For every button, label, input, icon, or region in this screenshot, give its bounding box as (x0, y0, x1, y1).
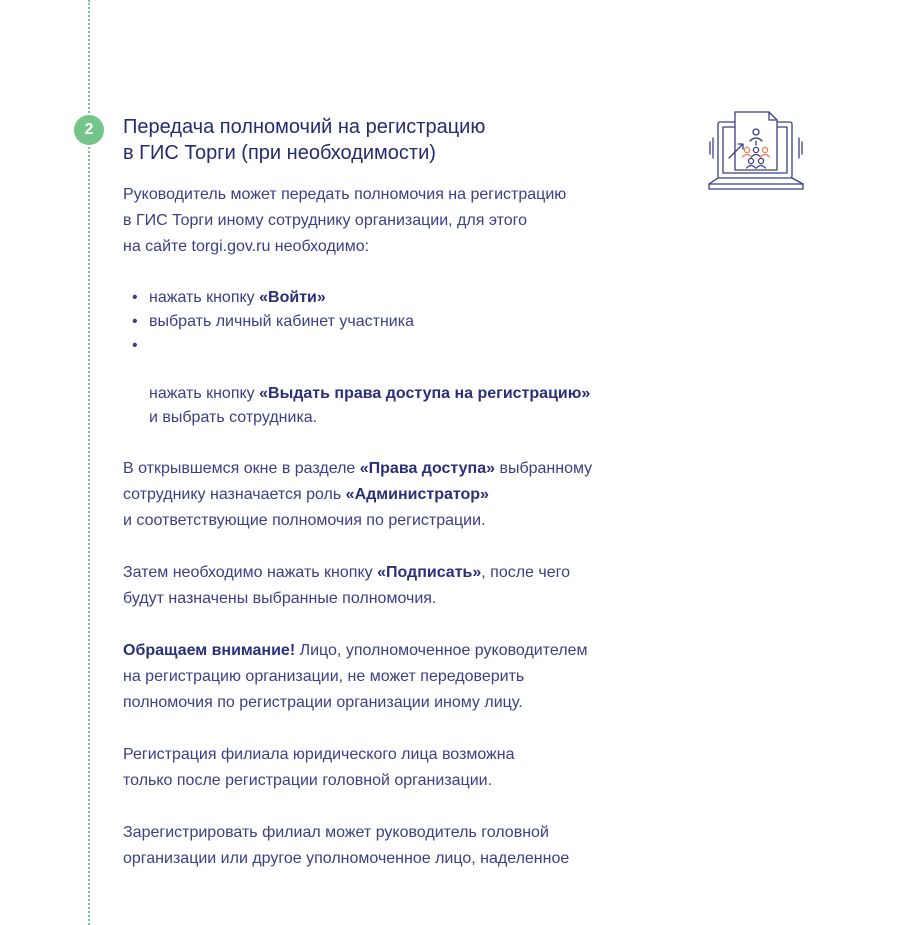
step-number-badge: 2 (74, 115, 104, 145)
access-rights-paragraph: В открывшемся окне в разделе «Права доступа» выбранному сотруднику назначается роль «Администратор» и соответствующие полномочия по регистрации. (123, 460, 593, 529)
laptop-users-document-icon (707, 110, 805, 198)
grant-access-button-reference: «Выдать права доступа на регистрацию» (259, 385, 591, 402)
section-title: Передача полномочий на регистрацию в ГИС Торги (при необходимости) (123, 116, 486, 164)
list-item: • нажать кнопку «Войти» (123, 286, 683, 310)
bullet-icon: • (132, 313, 138, 330)
attention-label: Обращаем внимание! (123, 642, 296, 659)
bullet-icon: • (132, 289, 138, 306)
step-content (123, 114, 683, 872)
list-item: • нажать кнопку «Выдать права доступа на регистрацию» и выбрать сотрудника. (123, 334, 683, 430)
branch-registration-paragraph: Регистрация филиала юридического лица возможна только после регистрации головной организации. (123, 746, 515, 789)
sign-button-reference: «Подписать» (377, 564, 482, 581)
attention-paragraph: Обращаем внимание! Лицо, уполномоченное руководителем на регистрацию организации, не может передоверить полномочия по регистрации организации иному лицу. (123, 642, 588, 711)
login-button-reference: «Войти» (259, 289, 326, 306)
administrator-role-reference: «Администратор» (345, 486, 489, 503)
intro-paragraph: Руководитель может передать полномочия на регистрацию в ГИС Торги иному сотруднику организации, для этого на сайте torgi.gov.ru необходимо: (123, 186, 567, 255)
branch-authority-paragraph: Зарегистрировать филиал может руководитель головной организации или другое уполномоченное лицо, наделенное (123, 824, 570, 867)
steps-list (123, 286, 683, 430)
bullet-icon: • (132, 337, 138, 354)
sign-paragraph: Затем необходимо нажать кнопку «Подписать», после чего будут назначены выбранные полномочия. (123, 564, 571, 607)
list-item: • выбрать личный кабинет участника (123, 310, 683, 334)
access-rights-reference: «Права доступа» (359, 460, 495, 477)
